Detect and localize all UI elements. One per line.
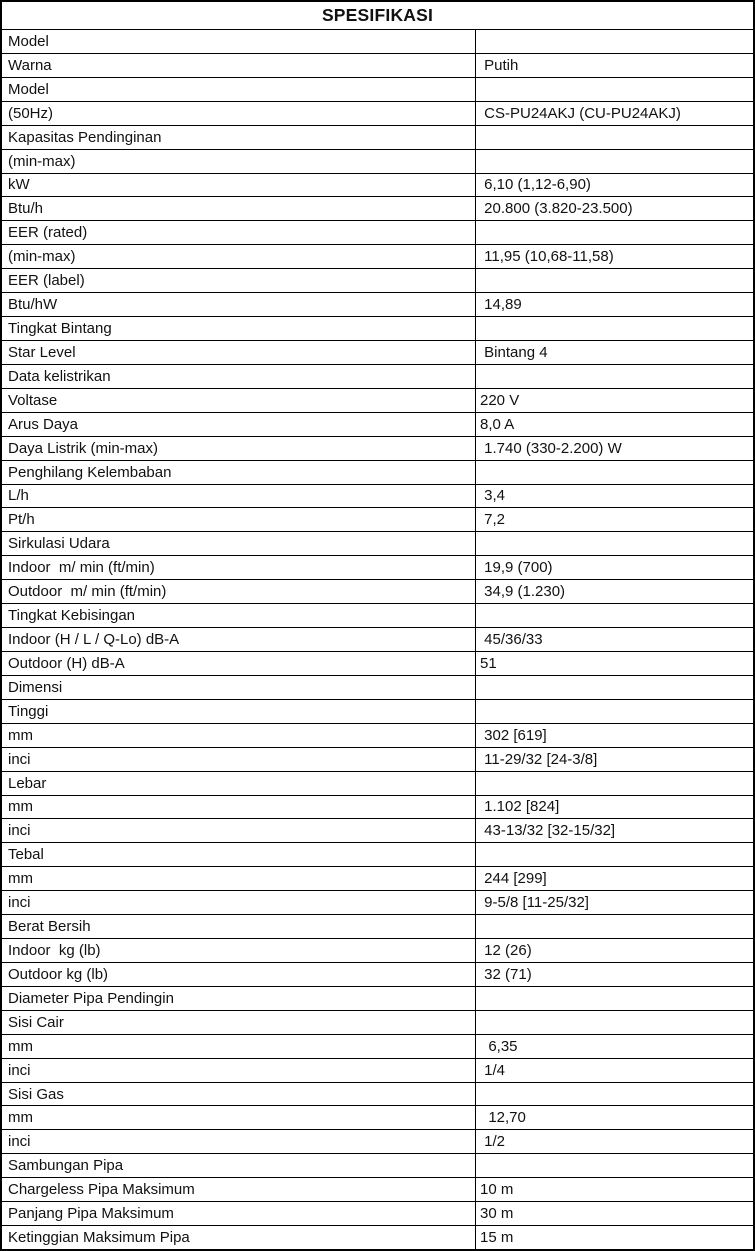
spec-label: kW xyxy=(8,176,30,194)
spec-label: Model xyxy=(8,80,49,98)
spec-label: Ketinggian Maksimum Pipa xyxy=(8,1229,190,1247)
spec-label: (min-max) xyxy=(8,248,76,266)
spec-row xyxy=(2,986,753,1010)
spec-row xyxy=(2,1105,753,1129)
spec-label: Tinggi xyxy=(8,702,49,720)
spec-label: inci xyxy=(8,1133,31,1151)
spec-row xyxy=(2,627,753,651)
spec-label: inci xyxy=(8,1061,31,1079)
spec-value xyxy=(475,1011,753,1034)
spec-value: 43-13/32 [32-15/32] xyxy=(475,819,753,842)
spec-row xyxy=(2,603,753,627)
spec-label: Berat Bersih xyxy=(8,918,91,936)
spec-value: 6,35 xyxy=(475,1035,753,1058)
spec-label: Sisi Gas xyxy=(8,1085,64,1103)
spec-label: Btu/hW xyxy=(8,296,58,314)
spec-row xyxy=(2,125,753,149)
spec-row xyxy=(2,938,753,962)
spec-label: Indoor kg (lb) xyxy=(8,941,101,959)
spec-row xyxy=(2,77,753,101)
spec-row xyxy=(2,818,753,842)
spec-value xyxy=(475,30,753,53)
page-title: SPESIFIKASI xyxy=(321,5,434,25)
spec-label: Outdoor m/ min (ft/min) xyxy=(8,583,167,601)
spec-label: inci xyxy=(8,894,31,912)
spec-row xyxy=(2,1153,753,1177)
spec-value: 220 V xyxy=(475,389,753,412)
spec-value xyxy=(475,126,753,149)
spec-row xyxy=(2,1058,753,1082)
spec-value xyxy=(475,700,753,723)
spec-row xyxy=(2,149,753,173)
spec-row xyxy=(2,101,753,125)
spec-label: Arus Daya xyxy=(8,415,79,433)
spec-value xyxy=(475,78,753,101)
spec-label: mm xyxy=(8,1109,33,1127)
spec-value: 20.800 (3.820-23.500) xyxy=(475,197,753,220)
spec-value xyxy=(475,317,753,340)
spec-label: Tingkat Kebisingan xyxy=(8,607,136,625)
spec-value xyxy=(475,915,753,938)
spec-value: 30 m xyxy=(475,1202,753,1225)
spec-label: Model xyxy=(8,32,49,50)
spec-label: mm xyxy=(8,798,33,816)
spec-row xyxy=(2,244,753,268)
spec-value: 11,95 (10,68-11,58) xyxy=(475,245,753,268)
spec-row xyxy=(2,292,753,316)
spec-label: inci xyxy=(8,822,31,840)
spec-value: 1/4 xyxy=(475,1059,753,1082)
spec-row xyxy=(2,699,753,723)
spec-row xyxy=(2,723,753,747)
spec-label: (min-max) xyxy=(8,152,76,170)
spec-row xyxy=(2,1225,753,1249)
spec-row xyxy=(2,1082,753,1106)
spec-value xyxy=(475,987,753,1010)
spec-value: 6,10 (1,12-6,90) xyxy=(475,174,753,197)
spec-value: 11-29/32 [24-3/8] xyxy=(475,748,753,771)
spec-value xyxy=(475,221,753,244)
spec-value xyxy=(475,461,753,484)
spec-label: Panjang Pipa Maksimum xyxy=(8,1205,174,1223)
spec-row xyxy=(2,866,753,890)
spec-row xyxy=(2,1010,753,1034)
spec-value xyxy=(475,1083,753,1106)
spec-row xyxy=(2,53,753,77)
spec-value: 1/2 xyxy=(475,1130,753,1153)
spec-value xyxy=(475,1154,753,1177)
spec-table-body xyxy=(2,29,753,1249)
spec-row xyxy=(2,890,753,914)
spec-value xyxy=(475,365,753,388)
spec-value: 3,4 xyxy=(475,485,753,508)
spec-row xyxy=(2,531,753,555)
spec-label: Sambungan Pipa xyxy=(8,1157,124,1175)
spec-label: Lebar xyxy=(8,774,47,792)
spec-label: Chargeless Pipa Maksimum xyxy=(8,1181,195,1199)
spec-value xyxy=(475,532,753,555)
spec-value: 1.740 (330-2.200) W xyxy=(475,437,753,460)
spec-value xyxy=(475,843,753,866)
spec-row xyxy=(2,388,753,412)
spec-row xyxy=(2,29,753,53)
spec-row xyxy=(2,771,753,795)
spec-value: 19,9 (700) xyxy=(475,556,753,579)
spec-row xyxy=(2,675,753,699)
spec-value: 10 m xyxy=(475,1178,753,1201)
spec-value: 51 xyxy=(475,652,753,675)
spec-label: Tingkat Bintang xyxy=(8,320,112,338)
spec-row xyxy=(2,1201,753,1225)
spec-label: Penghilang Kelembaban xyxy=(8,463,172,481)
spec-label: mm xyxy=(8,726,33,744)
spec-row xyxy=(2,795,753,819)
spec-value: 14,89 xyxy=(475,293,753,316)
spec-label: (50Hz) xyxy=(8,104,54,122)
spec-row xyxy=(2,220,753,244)
spec-row xyxy=(2,1034,753,1058)
spec-row xyxy=(2,268,753,292)
spec-value: 302 [619] xyxy=(475,724,753,747)
spec-label: Voltase xyxy=(8,391,58,409)
spec-value: 8,0 A xyxy=(475,413,753,436)
spec-label: Star Level xyxy=(8,343,76,361)
spec-row xyxy=(2,364,753,388)
spec-row xyxy=(2,436,753,460)
spec-row xyxy=(2,1177,753,1201)
spec-value: 34,9 (1.230) xyxy=(475,580,753,603)
spec-row xyxy=(2,460,753,484)
spec-row xyxy=(2,842,753,866)
spec-row xyxy=(2,962,753,986)
spec-value: 12 (26) xyxy=(475,939,753,962)
spec-label: Kapasitas Pendinginan xyxy=(8,128,162,146)
spec-label: mm xyxy=(8,870,33,888)
spec-row xyxy=(2,747,753,771)
spec-value: 1.102 [824] xyxy=(475,796,753,819)
spec-value xyxy=(475,269,753,292)
spec-value: Bintang 4 xyxy=(475,341,753,364)
spec-label: L/h xyxy=(8,487,29,505)
spec-label: inci xyxy=(8,750,31,768)
spec-value xyxy=(475,772,753,795)
spec-value xyxy=(475,604,753,627)
spec-label: EER (label) xyxy=(8,272,85,290)
spec-label: Sisi Cair xyxy=(8,1013,64,1031)
spec-row xyxy=(2,1129,753,1153)
spec-value: 7,2 xyxy=(475,508,753,531)
spec-row xyxy=(2,484,753,508)
spec-label: Indoor m/ min (ft/min) xyxy=(8,559,155,577)
spec-value: 15 m xyxy=(475,1226,753,1249)
spec-label: mm xyxy=(8,1037,33,1055)
spec-label: Warna xyxy=(8,56,52,74)
spec-label: Btu/h xyxy=(8,200,44,218)
spec-row xyxy=(2,340,753,364)
spec-label: Tebal xyxy=(8,846,44,864)
spec-row xyxy=(2,507,753,531)
spec-label: Outdoor kg (lb) xyxy=(8,965,109,983)
spec-value: 244 [299] xyxy=(475,867,753,890)
spec-label: Pt/h xyxy=(8,511,35,529)
spec-row xyxy=(2,173,753,197)
spec-row xyxy=(2,196,753,220)
spec-value: 32 (71) xyxy=(475,963,753,986)
spec-label: Sirkulasi Udara xyxy=(8,535,110,553)
spec-label: Outdoor (H) dB-A xyxy=(8,654,125,672)
spec-label: Indoor (H / L / Q-Lo) dB-A xyxy=(8,631,180,648)
spec-row xyxy=(2,412,753,436)
spec-label: Diameter Pipa Pendingin xyxy=(8,989,174,1007)
spec-value xyxy=(475,150,753,173)
spec-row xyxy=(2,555,753,579)
spec-label: Daya Listrik (min-max) xyxy=(8,439,159,457)
spec-value: Putih xyxy=(475,54,753,77)
spec-value: 45/36/33 xyxy=(475,628,753,651)
spec-row xyxy=(2,651,753,675)
spec-label: Data kelistrikan xyxy=(8,367,111,385)
spec-row xyxy=(2,579,753,603)
spec-value: 12,70 xyxy=(475,1106,753,1129)
spec-value: 9-5/8 [11-25/32] xyxy=(475,891,753,914)
spec-label: EER (rated) xyxy=(8,224,88,242)
spec-value: CS-PU24AKJ (CU-PU24AKJ) xyxy=(475,102,753,125)
spec-row xyxy=(2,316,753,340)
spec-row xyxy=(2,914,753,938)
spec-label: Dimensi xyxy=(8,678,63,696)
spec-value xyxy=(475,676,753,699)
